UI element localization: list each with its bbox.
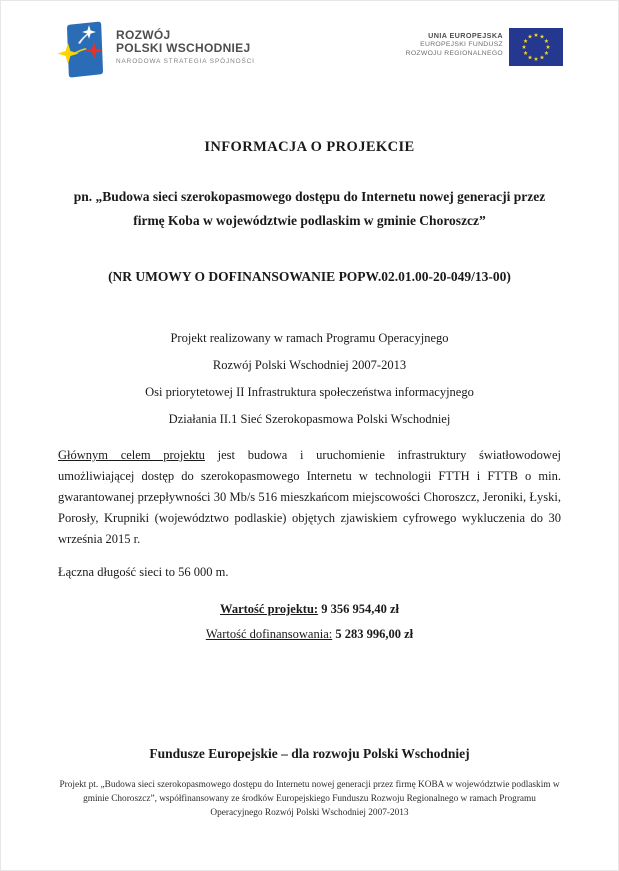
description-body: jest budowa i uruchomienie infrastruktury światłowodowej umożliwiającej dostęp do szerokopasmowego Internetu w technologii FTTH i FTTB o min. gwarantowanej przepływności 30 Mb/s 516 mieszkańcom miejscowości Choroszcz, Jeroniki, Łyski, Porosły, Krupniki (województwo podlaskie) objętych zjawiskiem cyfrowego wykluczenia do 30 września 2015 r. <box>58 448 561 546</box>
funding-value-amount: 5 283 996,00 zł <box>335 627 414 641</box>
program-line: Osi priorytetowej II Infrastruktura społeczeństwa informacyjnego <box>145 385 474 399</box>
project-name: pn. „Budowa sieci szerokopasmowego dostępu do Internetu nowej generacji przez firmę Koba w województwie podlaskim w gminie Choroszcz” <box>73 189 546 228</box>
eu-logo-text <box>406 31 503 58</box>
nss-logo-text <box>116 29 255 65</box>
program-block <box>58 325 561 433</box>
project-value-line <box>58 597 561 622</box>
values-block <box>58 597 561 647</box>
project-value-amount: 9 356 954,40 zł <box>321 602 399 616</box>
footer-note: Projekt pt. „Budowa sieci szerokopasmowego dostępu do Internetu nowej generacji przez firmę KOBA w województwie podlaskim w gminie Choroszcz”, współfinansowany ze środków Europejskiego Funduszu Rozwoju Regionalnego w ramach Programu Operacyjnego Rozwój Polski Wschodniej 2007-2013 <box>59 780 560 818</box>
eu-logo-line3: ROZWOJU REGIONALNEGO <box>405 50 503 57</box>
document-content <box>1 139 618 647</box>
footer-heading: Fundusze Europejskie – dla rozwoju Polski Wschodniej <box>149 746 470 761</box>
eu-logo-line2: EUROPEJSKI FUNDUSZ <box>420 41 503 48</box>
program-line: Rozwój Polski Wschodniej 2007-2013 <box>212 358 407 372</box>
footer <box>58 746 561 820</box>
program-line: Działania II.1 Sieć Szerokopasmowa Polski Wschodniej <box>168 412 451 426</box>
funding-value-line <box>58 622 561 647</box>
funding-value-label: Wartość dofinansowania: <box>205 627 333 641</box>
unia-europejska-logo <box>406 28 563 71</box>
nss-logo-line3: NARODOWA STRATEGIA SPÓJNOŚCI <box>116 58 255 65</box>
eu-logo-line1: UNIA EUROPEJSKA <box>428 31 503 40</box>
rozwoj-polski-wschodniej-logo <box>58 21 255 84</box>
agreement-number: (NR UMOWY O DOFINANSOWANIE POPW.02.01.00-20-049/13-00) <box>108 269 511 284</box>
network-length: Łączna długość sieci to 56 000 m. <box>58 565 229 579</box>
eu-flag-icon <box>509 28 563 71</box>
nss-logo-line2: POLSKI WSCHODNIEJ <box>116 41 251 55</box>
project-value-label: Wartość projektu: <box>220 602 319 616</box>
page-title: INFORMACJA O PROJEKCIE <box>204 139 415 155</box>
project-description <box>58 445 561 550</box>
description-lead: Głównym celem projektu <box>58 448 205 462</box>
program-line: Projekt realizowany w ramach Programu Operacyjnego <box>170 331 449 345</box>
nss-flag-icon <box>58 21 108 84</box>
nss-logo-line1: ROZWÓJ <box>116 28 171 42</box>
header <box>1 1 618 81</box>
